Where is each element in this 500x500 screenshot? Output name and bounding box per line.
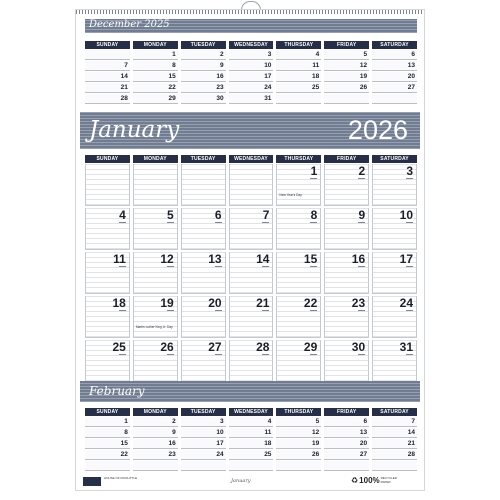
december-weekday-header [85,41,417,49]
december-day-cell: 21 [85,83,130,93]
day-number: 26 [160,340,174,354]
january-month-title: January [89,117,180,143]
day-number: 31 [399,340,413,354]
january-day-cell[interactable] [372,164,417,206]
december-day-cell: 8 [133,61,178,71]
february-day-cell [372,461,417,471]
february-day-cell: 5 [276,417,321,427]
january-weekday-header [85,155,417,163]
february-title: February [89,384,145,398]
day-number-underline [215,310,222,311]
day-number: 8 [310,208,318,222]
december-day-cell: 6 [372,50,417,60]
january-day-cell[interactable] [324,252,369,294]
day-number-underline [358,310,365,311]
january-day-cell[interactable] [133,340,178,382]
day-number: 24 [399,296,413,310]
day-number: 3 [406,164,413,178]
december-day-cell: 5 [324,50,369,60]
december-banner [85,19,417,33]
december-day-cell: 4 [276,50,321,60]
february-day-cell [229,461,274,471]
january-day-cell[interactable] [324,164,369,206]
day-number-underline [262,354,269,355]
day-number: 13 [208,252,222,266]
recycle-icon: ♻ [351,476,359,485]
day-number-underline [262,266,269,267]
day-number: 9 [358,208,366,222]
december-day-cell: 20 [372,72,417,82]
weekday-header-sunday: SUNDAY [85,408,130,416]
december-day-cell: 23 [181,83,226,93]
weekday-header-saturday: SATURDAY [372,41,417,49]
december-day-cell: 19 [324,72,369,82]
december-day-cell: 3 [229,50,274,60]
february-day-cell: 7 [372,417,417,427]
december-day-cell: 14 [85,72,130,82]
january-day-cell[interactable] [85,296,130,338]
february-weekday-header [85,408,417,416]
weekday-header-saturday: SATURDAY [372,408,417,416]
day-number-underline [310,354,317,355]
day-number-underline [119,222,126,223]
day-number: 21 [256,296,270,310]
february-day-cell: 27 [324,450,369,460]
recycled-label: RECYCLED PAPER [380,475,397,484]
day-number-underline [167,222,174,223]
january-day-cell[interactable] [181,296,226,338]
february-day-cell: 4 [229,417,274,427]
day-number: 11 [113,252,126,266]
day-number-underline [358,354,365,355]
recycled-badge [351,476,403,485]
day-number: 15 [303,252,318,266]
january-day-cell[interactable] [85,164,130,206]
december-day-cell [276,94,321,104]
february-day-cell [85,461,130,471]
day-number: 12 [160,252,174,266]
day-number: 17 [399,252,413,266]
december-day-cell [324,94,369,104]
january-day-cell[interactable] [372,296,417,338]
december-day-cell: 25 [276,83,321,93]
day-number-underline [262,310,269,311]
january-day-cell[interactable] [181,208,226,250]
weekday-header-monday: MONDAY [133,408,178,416]
weekday-header-tuesday: TUESDAY [181,408,226,416]
weekday-header-friday: FRIDAY [324,408,369,416]
december-day-cell: 24 [229,83,274,93]
day-number: 23 [351,296,366,310]
day-number-underline [358,222,365,223]
february-day-cell: 26 [276,450,321,460]
day-number: 25 [112,340,126,354]
february-day-cell: 16 [133,439,178,449]
december-day-cell: 22 [133,83,178,93]
day-number: 20 [208,296,222,310]
january-day-cell[interactable] [181,252,226,294]
february-day-cell [133,461,178,471]
january-day-cell[interactable] [372,208,417,250]
february-day-cell: 20 [324,439,369,449]
day-number: 4 [119,208,126,222]
weekday-header-thursday: THURSDAY [276,155,321,163]
january-grid [85,164,417,382]
day-number: 14 [256,252,270,266]
december-day-cell: 12 [324,61,369,71]
january-day-cell[interactable] [324,296,369,338]
day-number: 1 [310,164,318,178]
day-number: 16 [351,252,366,266]
january-day-cell[interactable] [276,252,321,294]
weekday-header-tuesday: TUESDAY [181,41,226,49]
footer-signature: January [231,478,251,484]
december-day-cell: 1 [133,50,178,60]
february-day-cell: 11 [229,428,274,438]
day-number: 5 [167,208,174,222]
december-day-cell: 26 [324,83,369,93]
weekday-header-wednesday: WEDNESDAY [229,408,274,416]
december-day-cell: 7 [85,61,130,71]
weekday-header-monday: MONDAY [133,155,178,163]
day-number-underline [119,310,126,311]
day-number-underline [215,222,222,223]
february-day-cell: 8 [85,428,130,438]
weekday-header-wednesday: WEDNESDAY [229,155,274,163]
february-day-cell: 25 [229,450,274,460]
weekday-header-friday: FRIDAY [324,155,369,163]
january-day-cell[interactable] [276,208,321,250]
february-day-cell: 19 [276,439,321,449]
day-number: 30 [351,340,366,354]
day-number-underline [406,266,413,267]
day-number-underline [406,178,413,179]
february-day-cell: 22 [85,450,130,460]
day-number: 19 [160,296,174,310]
weekday-header-monday: MONDAY [133,41,178,49]
january-banner [80,112,420,149]
february-grid [85,417,417,472]
day-number-underline [167,310,174,311]
day-number-underline [310,266,317,267]
january-day-cell[interactable] [324,340,369,382]
january-day-cell[interactable] [229,340,274,382]
february-day-cell: 10 [181,428,226,438]
january-day-cell[interactable] [133,208,178,250]
february-day-cell: 15 [85,439,130,449]
day-number-underline [358,178,365,179]
january-day-cell[interactable] [229,208,274,250]
day-number: 22 [303,296,318,310]
day-number-underline [167,354,174,355]
february-day-cell: 13 [324,428,369,438]
day-number: 28 [256,340,270,354]
february-day-cell: 21 [372,439,417,449]
december-day-cell: 15 [133,72,178,82]
january-day-cell[interactable] [181,340,226,382]
december-title: December 2025 [89,19,170,30]
december-day-cell: 30 [181,94,226,104]
january-day-cell[interactable] [276,296,321,338]
day-number-underline [406,354,413,355]
weekday-header-tuesday: TUESDAY [181,155,226,163]
january-day-cell[interactable] [324,208,369,250]
day-number: 6 [214,208,222,222]
february-day-cell: 23 [133,450,178,460]
january-day-cell[interactable] [276,340,321,382]
day-number-underline [310,310,317,311]
day-number-underline [406,310,413,311]
february-day-cell: 18 [229,439,274,449]
december-day-cell: 9 [181,61,226,71]
weekday-header-thursday: THURSDAY [276,408,321,416]
december-day-cell: 16 [181,72,226,82]
day-number-underline [310,178,317,179]
weekday-header-saturday: SATURDAY [372,155,417,163]
february-day-cell: 1 [85,417,130,427]
day-number: 7 [262,208,270,222]
january-day-cell[interactable] [276,164,321,206]
january-day-cell[interactable] [181,164,226,206]
december-day-cell: 11 [276,61,321,71]
brand-logo [83,477,101,486]
holiday-note: New Year's Day [279,193,302,197]
day-number-underline [167,266,174,267]
february-day-cell: 3 [181,417,226,427]
february-day-cell: 2 [133,417,178,427]
january-day-cell[interactable] [372,252,417,294]
february-day-cell [276,461,321,471]
recycled-percent: 100% [359,476,380,485]
brand-name: HOUSE OF DOOLITTLE [104,476,138,480]
january-day-cell[interactable] [229,164,274,206]
spiral-binding [76,10,424,14]
january-day-cell[interactable] [85,208,130,250]
february-banner [80,381,420,402]
december-day-cell: 28 [85,94,130,104]
day-number-underline [119,266,126,267]
january-day-cell[interactable] [133,296,178,338]
february-day-cell [181,461,226,471]
december-day-cell: 18 [276,72,321,82]
day-number-underline [358,266,365,267]
december-day-cell [85,50,130,60]
december-day-cell: 27 [372,83,417,93]
december-day-cell: 29 [133,94,178,104]
day-number-underline [262,222,269,223]
february-day-cell: 14 [372,428,417,438]
weekday-header-friday: FRIDAY [324,41,369,49]
january-day-cell[interactable] [372,340,417,382]
day-number: 18 [112,296,126,310]
february-day-cell: 17 [181,439,226,449]
weekday-header-sunday: SUNDAY [85,155,130,163]
day-number-underline [215,354,222,355]
december-day-cell: 2 [181,50,226,60]
day-number-underline [406,222,413,223]
weekday-header-sunday: SUNDAY [85,41,130,49]
december-day-cell [372,94,417,104]
february-day-cell: 6 [324,417,369,427]
december-day-cell: 13 [372,61,417,71]
december-day-cell: 31 [229,94,274,104]
december-grid [85,50,417,105]
day-number-underline [310,222,317,223]
day-number: 27 [208,340,222,354]
february-day-cell: 9 [133,428,178,438]
january-day-cell[interactable] [229,296,274,338]
day-number: 29 [303,340,318,354]
day-number: 2 [358,164,366,178]
february-day-cell [324,461,369,471]
december-day-cell: 10 [229,61,274,71]
february-day-cell: 28 [372,450,417,460]
february-day-cell: 12 [276,428,321,438]
wall-calendar-page [76,10,424,490]
january-day-cell[interactable] [85,340,130,382]
january-day-cell[interactable] [85,252,130,294]
january-year-title: 2026 [347,115,408,145]
day-number-underline [119,354,126,355]
day-number-underline [215,266,222,267]
holiday-note: Martin Luther King Jr. Day [135,325,173,329]
january-day-cell[interactable] [133,164,178,206]
january-day-cell[interactable] [229,252,274,294]
weekday-header-thursday: THURSDAY [276,41,321,49]
december-day-cell: 17 [229,72,274,82]
january-day-cell[interactable] [133,252,178,294]
day-number: 10 [399,208,413,222]
february-day-cell: 24 [181,450,226,460]
weekday-header-wednesday: WEDNESDAY [229,41,274,49]
